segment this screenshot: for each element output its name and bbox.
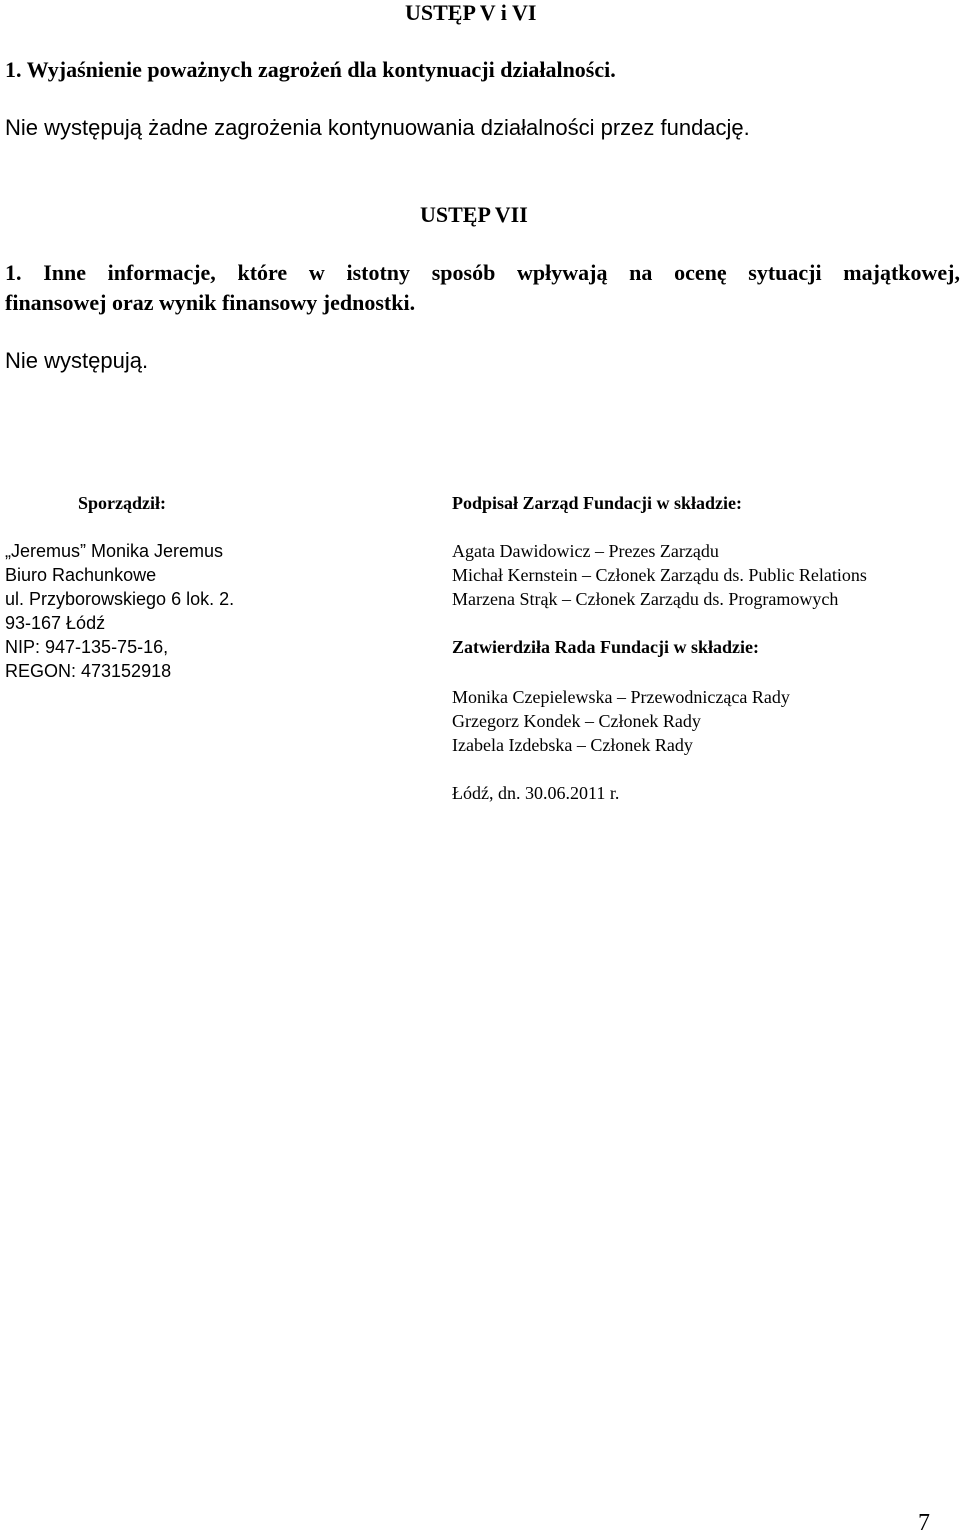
section-vii-heading-line2: finansowej oraz wynik finansowy jednostki. xyxy=(5,290,416,315)
section-v-vi-text: Nie występują żadne zagrożenia kontynuowania działalności przez fundację. xyxy=(5,115,750,140)
prepared-by-line: „Jeremus” Monika Jeremus xyxy=(5,541,224,561)
prepared-by-line: Biuro Rachunkowe xyxy=(5,565,157,585)
council-member: Izabela Izdebska – Członek Rady xyxy=(452,735,693,755)
prepared-by-line: REGON: 473152918 xyxy=(5,661,172,681)
section-vii-title: USTĘP VII xyxy=(420,202,528,227)
board-member: Agata Dawidowicz – Prezes Zarządu xyxy=(452,541,719,561)
place-date: Łódź, dn. 30.06.2011 r. xyxy=(452,783,620,803)
prepared-by-block xyxy=(5,539,234,683)
board-member: Michał Kernstein – Członek Zarządu ds. Public Relations xyxy=(452,565,867,585)
prepared-by-line: ul. Przyborowskiego 6 lok. 2. xyxy=(5,589,235,609)
section-v-vi-heading: 1. Wyjaśnienie poważnych zagrożeń dla kontynuacji działalności. xyxy=(5,57,616,82)
council-member: Grzegorz Kondek – Członek Rady xyxy=(452,711,701,731)
board-label: Podpisał Zarząd Fundacji w składzie: xyxy=(452,493,743,513)
section-vii-heading-line1: 1. Inne informacje, które w istotny sposób wpływają na ocenę sytuacji majątkowej, xyxy=(5,260,960,285)
section-v-vi-title: USTĘP V i VI xyxy=(405,0,537,25)
council-label: Zatwierdziła Rada Fundacji w składzie: xyxy=(452,637,760,657)
prepared-by-label: Sporządził: xyxy=(78,493,166,513)
prepared-by-line: 93-167 Łódź xyxy=(5,613,106,633)
section-vii-text: Nie występują. xyxy=(5,348,149,373)
board-member: Marzena Strąk – Członek Zarządu ds. Programowych xyxy=(452,589,839,609)
council-member: Monika Czepielewska – Przewodnicząca Rady xyxy=(452,687,790,707)
page-number: 7 xyxy=(918,1510,930,1536)
board-members xyxy=(452,539,867,611)
council-members xyxy=(452,685,790,757)
prepared-by-line: NIP: 947-135-75-16, xyxy=(5,637,169,657)
